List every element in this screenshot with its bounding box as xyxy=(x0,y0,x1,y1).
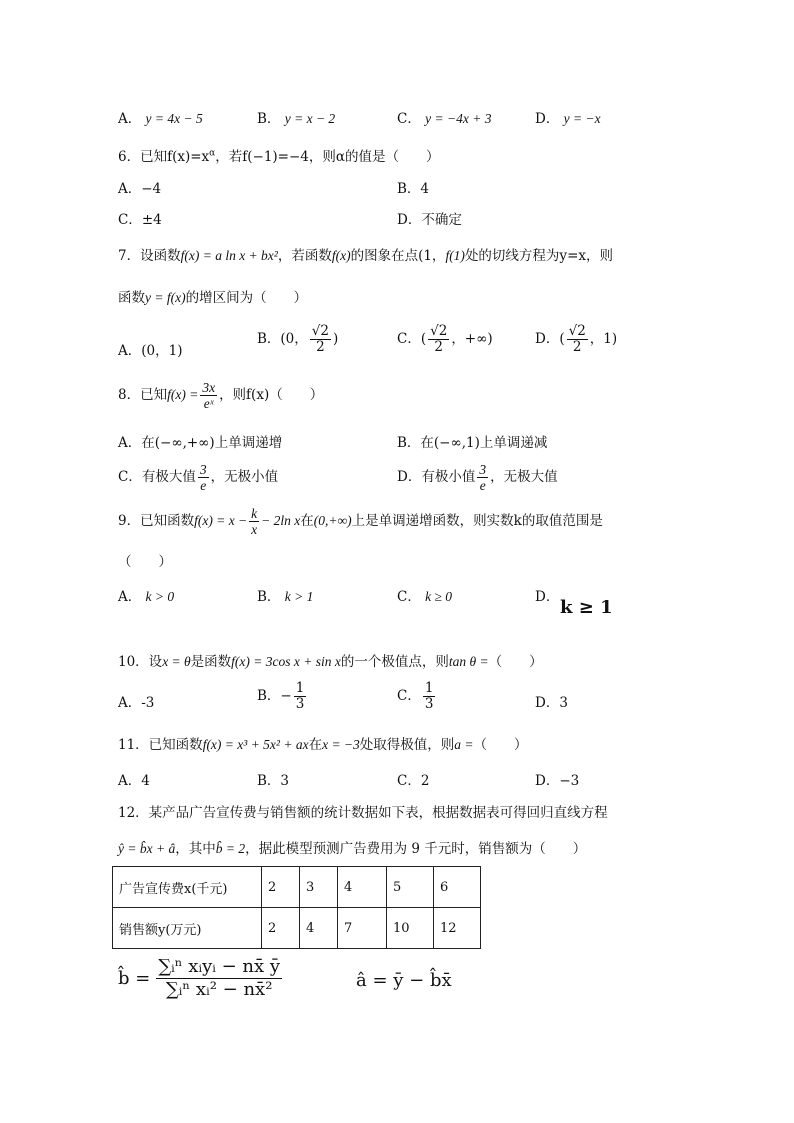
q8-d-post: ，无极大值 xyxy=(490,469,558,485)
q8-frac xyxy=(200,380,217,411)
table-row-label: 销售额y(万元) xyxy=(113,908,262,949)
q8-num: 3x xyxy=(202,380,216,395)
q7-stem-line2 xyxy=(118,286,307,306)
q8-option-a: A．在(−∞,+∞)上单调递增 xyxy=(118,435,283,451)
q6-option-d: D．不确定 xyxy=(397,212,462,228)
q11-expr1: f(x) = x³ + 5x² + ax xyxy=(202,737,309,752)
q9-c-expr: k ≥ 0 xyxy=(425,589,453,604)
q7-option-d xyxy=(535,324,617,355)
table-cell: 4 xyxy=(338,867,387,908)
table-cell: 2 xyxy=(262,867,300,908)
q7-option-a: A．(0，1) xyxy=(118,343,183,359)
q7-d-frac xyxy=(567,324,588,355)
q7-b-pre: B．(0， xyxy=(257,331,308,347)
q9-b-expr: k > 1 xyxy=(284,589,314,604)
q10-option-a: A．-3 xyxy=(118,695,155,711)
table-cell: 6 xyxy=(434,867,481,908)
q10-option-c xyxy=(397,681,437,712)
q11-option-d: D．−3 xyxy=(535,773,580,789)
q6-stem xyxy=(118,145,440,165)
q8-c-den: e xyxy=(200,478,207,493)
q8-c-frac xyxy=(198,462,209,493)
q11-option-c: C．2 xyxy=(397,773,430,789)
q9-a-label: A． xyxy=(118,589,142,605)
q7-s1-expr2: f(x) xyxy=(331,248,351,263)
formula-a: â = ȳ − b̂x̄ xyxy=(356,970,452,991)
q10-sb: 是函数 xyxy=(190,654,232,670)
q9-sc: 上是单调递增函数，则实数k的取值范围是 xyxy=(351,513,603,529)
q7-c-post: ，+∞) xyxy=(451,331,493,347)
q9-sa: 9．已知函数 xyxy=(118,513,195,529)
q5-a-expr: y = 4x − 5 xyxy=(145,111,203,126)
table-cell: 4 xyxy=(300,908,338,949)
formula-b-den: ∑ᵢⁿ xᵢ² − nx̄² xyxy=(165,979,273,1000)
q6-option-c: C．±4 xyxy=(118,212,162,228)
q10-c-num: 1 xyxy=(424,680,434,696)
data-table xyxy=(112,866,481,949)
q8-option-c xyxy=(118,462,278,493)
q10-c-frac xyxy=(423,681,436,712)
q7-s2b: 的增区间为（ ） xyxy=(185,290,308,306)
q9-stem-line2: （ ） xyxy=(118,554,172,570)
q10-sc: 的一个极值点，则 xyxy=(340,654,449,670)
q9-option-a xyxy=(118,585,174,605)
q7-s1c: 的图象在点(1， xyxy=(350,248,446,264)
q8-c-post: ，无极小值 xyxy=(210,469,279,485)
q7-d-post: ，1) xyxy=(589,331,618,347)
q6-option-a: A．−4 xyxy=(118,181,162,197)
q7-s1-expr: f(x) = a ln x + bx² xyxy=(180,248,278,263)
q12-stem-line2 xyxy=(118,837,586,857)
q9-b-label: B． xyxy=(257,589,281,605)
q11-sb: 在 xyxy=(308,737,323,753)
q10-b-frac xyxy=(294,681,307,712)
q10-expr1: x = θ xyxy=(162,654,191,669)
q5-c-label: C． xyxy=(397,111,421,127)
q12-stem-line1: 12．某产品广告宣传费与销售额的统计数据如下表，根据数据表可得回归直线方程 xyxy=(118,805,608,821)
q9-a-expr: k > 0 xyxy=(145,589,175,604)
q5-option-d xyxy=(535,107,601,127)
q12-s2a: ，其中 xyxy=(175,841,216,857)
q7-b-den: 2 xyxy=(316,339,325,355)
q7-c-num: √2 xyxy=(430,323,448,339)
q8-c-pre: C．有极大值 xyxy=(118,469,196,485)
table-cell: 12 xyxy=(434,908,481,949)
q11-sd: （ ） xyxy=(473,737,528,753)
q6-stem-rest: ，若f(−1)=−4，则α的值是（ ） xyxy=(215,149,440,165)
formula-b-lhs: b̂ = xyxy=(118,968,151,989)
q8-sa: 8．已知 xyxy=(118,387,168,403)
q8-option-d xyxy=(397,462,558,493)
q9-option-d-label: D． xyxy=(535,589,560,605)
q9-option-d-expr: k ≥ 1 xyxy=(560,597,613,618)
q11-expr2: x = −3 xyxy=(322,737,360,752)
q7-s1-expr3: f(1) xyxy=(445,248,465,263)
q9-option-b xyxy=(257,585,313,605)
q7-b-post: ) xyxy=(332,331,339,347)
table-row xyxy=(113,867,481,908)
q6-stem-sup: α xyxy=(209,148,216,159)
q7-s1b: ，若函数 xyxy=(277,248,332,264)
formula-b-num: ∑ᵢⁿ xᵢyᵢ − nx̄ ȳ xyxy=(158,956,281,977)
q7-c-den: 2 xyxy=(434,339,443,355)
q7-c-pre: C．( xyxy=(397,331,427,347)
q5-option-c xyxy=(397,107,491,127)
q8-option-b: B．在(−∞,1)上单调递减 xyxy=(397,435,548,451)
q9-num: k xyxy=(251,506,258,521)
q9-frac xyxy=(249,506,259,537)
q9-option-c xyxy=(397,585,452,605)
q9-expr1: f(x) = x − xyxy=(194,513,248,528)
q5-b-label: B． xyxy=(257,111,281,127)
q5-option-a xyxy=(118,107,203,127)
q6-stem-text: 6．已知f(x)=x xyxy=(118,149,210,165)
q7-b-num: √2 xyxy=(311,323,329,339)
table-cell: 10 xyxy=(387,908,434,949)
q5-a-label: A． xyxy=(118,111,142,127)
q7-option-c xyxy=(397,324,493,355)
formula-b xyxy=(118,956,284,1001)
q7-d-num: √2 xyxy=(568,323,586,339)
q10-sd: （ ） xyxy=(488,654,543,670)
q11-sc: 处取得极值，则 xyxy=(359,737,455,753)
q8-d-num: 3 xyxy=(479,462,487,477)
table-row-label: 广告宣传费x(千元) xyxy=(113,867,262,908)
q9-expr3: (0,+∞) xyxy=(313,513,352,528)
q9-sb: 在 xyxy=(300,513,314,529)
q10-b-pre: B．− xyxy=(257,688,292,704)
q10-stem xyxy=(118,650,543,670)
q7-option-b xyxy=(257,324,338,355)
q5-b-expr: y = x − 2 xyxy=(284,111,336,126)
q11-option-b: B．3 xyxy=(257,773,290,789)
q11-stem xyxy=(118,733,528,753)
q10-expr2: f(x) = 3cos x + sin x xyxy=(231,654,341,669)
q10-option-b xyxy=(257,681,308,712)
q12-expr: ŷ = b̂x + â xyxy=(118,841,176,856)
q9-stem-line1 xyxy=(118,506,603,537)
q10-b-den: 3 xyxy=(295,696,305,712)
q11-sa: 11．已知函数 xyxy=(118,737,203,753)
q8-expr: f(x) = xyxy=(167,387,199,402)
q8-stem xyxy=(118,380,323,411)
q12-s2b: ，据此模型预测广告费用为 9 千元时，销售额为（ ） xyxy=(245,841,587,857)
q7-s2-expr: y = f(x) xyxy=(145,290,186,305)
q7-d-den: 2 xyxy=(572,339,582,355)
q7-s1d: 处的切线方程为y=x，则 xyxy=(464,248,613,264)
q8-d-den: e xyxy=(479,478,486,493)
q10-c-pre: C． xyxy=(397,688,421,704)
table-cell: 3 xyxy=(300,867,338,908)
table-cell: 7 xyxy=(338,908,387,949)
table-cell: 5 xyxy=(387,867,434,908)
q10-option-d: D．3 xyxy=(535,695,568,711)
q8-c-num: 3 xyxy=(199,462,207,477)
q9-den: x xyxy=(251,522,258,537)
q8-sb: ，则f(x)（ ） xyxy=(219,387,324,403)
q5-c-expr: y = −4x + 3 xyxy=(425,111,492,126)
q7-b-frac xyxy=(310,324,331,355)
q7-d-pre: D．( xyxy=(535,331,565,347)
table-row xyxy=(113,908,481,949)
q10-b-num: 1 xyxy=(295,680,305,696)
table-cell: 2 xyxy=(262,908,300,949)
q10-expr3: tan θ = xyxy=(448,654,489,669)
q9-expr2: − 2ln x xyxy=(261,513,301,528)
q8-den: eˣ xyxy=(203,396,214,411)
q7-s1a: 7．设函数 xyxy=(118,248,181,264)
formula-b-frac xyxy=(156,956,282,1001)
q5-option-b xyxy=(257,107,335,127)
q5-d-expr: y = −x xyxy=(563,111,601,126)
q10-c-den: 3 xyxy=(424,696,434,712)
q12-expr2: b̂ = 2 xyxy=(215,841,246,856)
q8-d-frac xyxy=(477,462,488,493)
q7-c-frac xyxy=(428,324,449,355)
q11-option-a: A．4 xyxy=(118,773,150,789)
q5-d-label: D． xyxy=(535,111,560,127)
q10-sa: 10．设 xyxy=(118,654,163,670)
q9-c-label: C． xyxy=(397,589,421,605)
q7-stem-line1 xyxy=(118,244,613,264)
q11-expr3: a = xyxy=(454,737,474,752)
q8-d-pre: D．有极小值 xyxy=(397,469,476,485)
q7-s2a: 函数 xyxy=(118,290,145,306)
q6-option-b: B．4 xyxy=(397,181,430,197)
